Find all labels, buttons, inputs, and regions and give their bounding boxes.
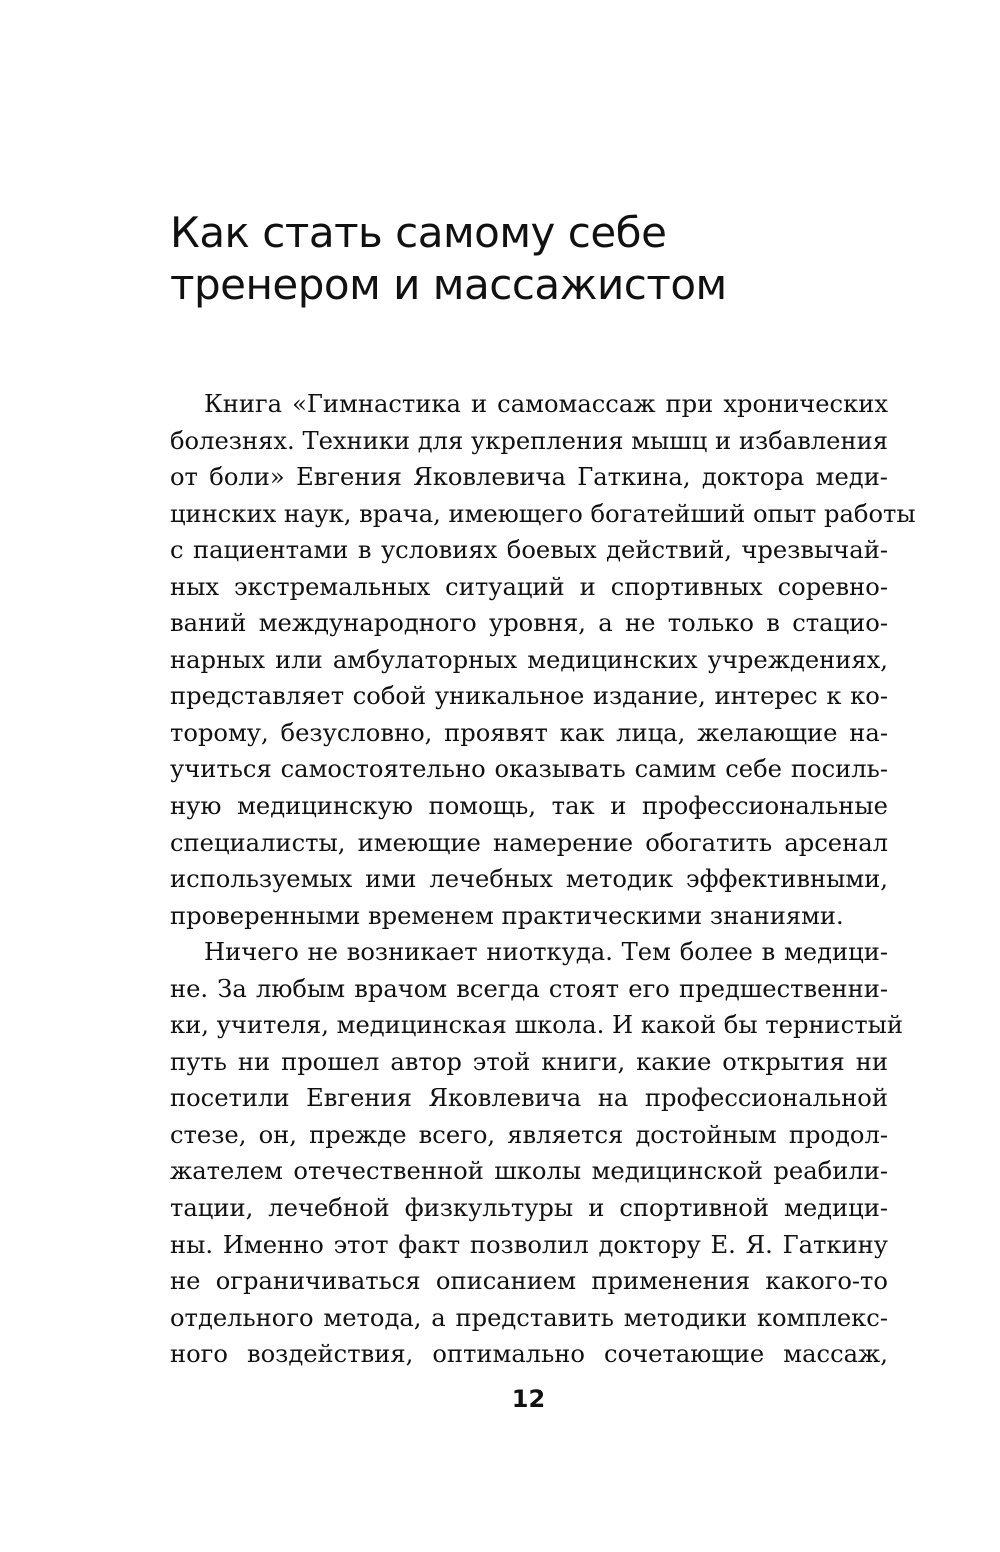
text-line: посетили Евгения Яковлевича на профессиональной [170,1084,888,1113]
text-line: стезе, он, прежде всего, является достойным продол- [170,1120,888,1149]
paragraph-2 [170,934,903,1373]
text-line: цинских наук, врача, имеющего богатейший опыт работы [170,499,916,528]
chapter-title-line-2: тренером и массажистом [170,260,727,309]
text-line: путь ни прошел автор этой книги, какие открытия ни [170,1047,888,1076]
text-line: используемых ими лечебных методик эффективными, [170,865,888,894]
text-line: Ничего не возникает ниоткуда. Тем более в медици- [204,938,888,967]
text-line: проверенными временем практическими знаниями. [170,901,844,930]
text-line: ны. Именно этот факт позволил доктору Е. Я. Гаткину [170,1230,888,1259]
text-line: торому, безусловно, проявят как лица, желающие на- [170,718,888,747]
text-line: представляет собой уникальное издание, интерес к ко- [170,682,888,711]
text-line: ных экстремальных ситуаций и спортивных соревно- [170,572,888,601]
text-line: ваний международного уровня, а не только в стацио- [170,609,888,638]
body-text [170,386,916,1373]
text-line: жателем отечественной школы медицинской реабили- [170,1157,888,1186]
text-line: ки, учителя, медицинская школа. И какой бы тернистый [170,1011,903,1040]
text-line: не ограничиваться описанием применения какого-то [170,1267,888,1296]
text-line: специалисты, имеющие намерение обогатить арсенал [170,828,888,857]
page-number: 12 [511,1385,546,1413]
text-line: ного воздействия, оптимально сочетающие массаж, [170,1340,888,1369]
text-line: от боли» Евгения Яковлевича Гаткина, доктора меди- [170,463,888,492]
text-line: не. За любым врачом всегда стоят его предшественни- [170,974,888,1003]
paragraph-1 [170,386,916,934]
text-line: учиться самостоятельно оказывать самим себе посиль- [170,755,888,784]
chapter-title-line-1: Как стать самому себе [170,208,667,257]
text-line: тации, лечебной физкультуры и спортивной медици- [170,1194,888,1223]
chapter-title [170,207,870,311]
text-line: отдельного метода, а представить методики комплекс- [170,1303,888,1332]
text-line: болезнях. Техники для укрепления мышц и избавления [170,426,888,455]
text-line: с пациентами в условиях боевых действий, чрезвычай- [170,536,888,565]
text-line: нарных или амбулаторных медицинских учреждениях, [170,645,888,674]
text-line: ную медицинскую помощь, так и профессиональные [170,792,888,821]
text-line: Книга «Гимнастика и самомассаж при хронических [204,390,888,418]
